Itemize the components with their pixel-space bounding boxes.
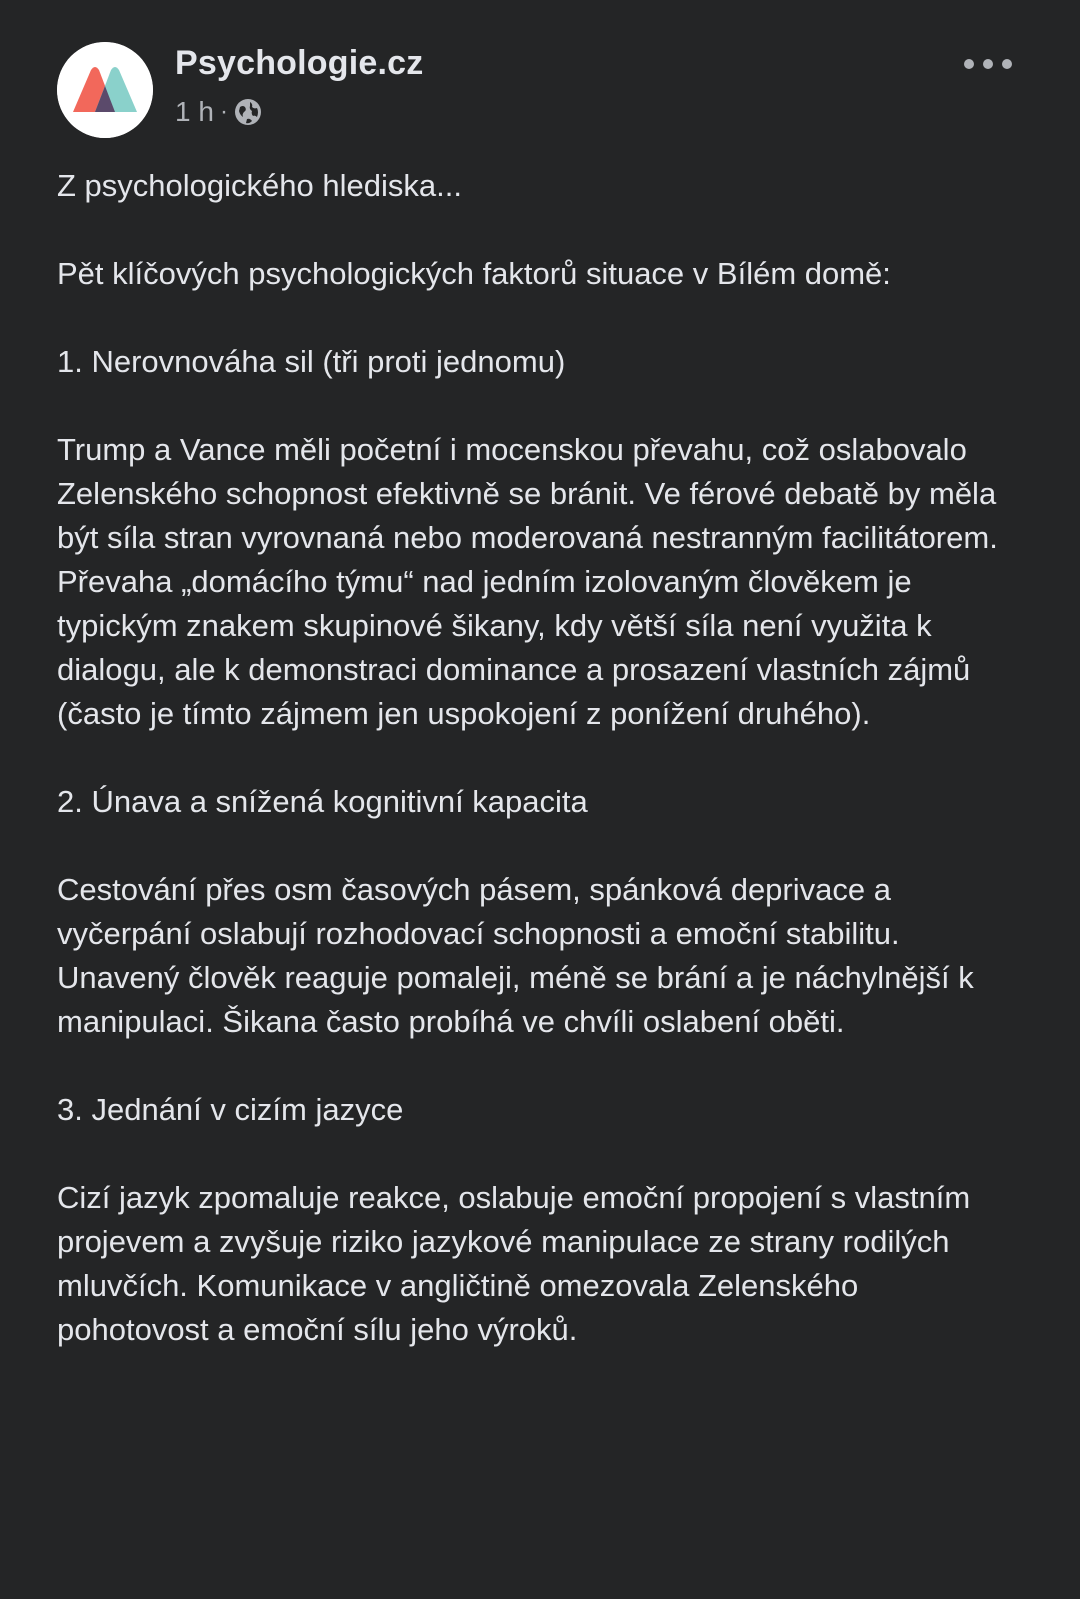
post-paragraph: Trump a Vance měli početní i mocenskou převahu, což oslabovalo Zelenského schopnost efektivně se bránit. Ve férové debatě by měla být síla stran vyrovnaná nebo moderovaná nestranným facilitátorem. Převaha „domácího týmu“ nad jedním izolovaným člověkem je typickým znakem skupinové šikany, kdy větší síla není využita k dialogu, ale k demonstraci dominance a prosazení vlastních zájmů (často je tímto zájmem jen uspokojení z ponížení druhého). [57,432,998,731]
post-paragraph: Cizí jazyk zpomaluje reakce, oslabuje emoční propojení s vlastním projevem a zvyšuje riziko jazykové manipulace ze strany rodilých mluvčích. Komunikace v angličtině omezovala Zelenského pohotovost a emoční sílu jeho výroků. [57,1180,971,1347]
post-paragraph: Z psychologického hlediska... [57,168,462,203]
globe-icon [234,98,262,126]
post-text [57,164,1017,1396]
more-dot [964,59,974,69]
post-paragraph: Cestování přes osm časových pásem, spánková deprivace a vyčerpání oslabují rozhodovací schopnosti a emoční stabilitu. Unavený člověk reaguje pomaleji, méně se brání a je náchylnější k manipulaci. Šikana často probíhá ve chvíli oslabení oběti. [57,872,974,1039]
page-name[interactable]: Psychologie.cz [175,44,424,82]
post-timestamp[interactable]: 1 h [175,96,214,127]
post-meta [175,94,262,130]
more-dot [1002,59,1012,69]
post-paragraph: 1. Nerovnováha sil (tři proti jednomu) [57,344,566,379]
post-paragraph: Pět klíčových psychologických faktorů situace v Bílém domě: [57,256,891,291]
post-paragraph: 3. Jednání v cizím jazyce [57,1092,404,1127]
more-dot [983,59,993,69]
psychologie-logo-icon [57,42,153,138]
post-paragraph: 2. Únava a snížená kognitivní kapacita [57,784,588,819]
more-options-button[interactable] [964,52,1012,76]
page-avatar[interactable] [57,42,153,138]
post-header [57,42,1080,142]
meta-separator: · [219,98,228,125]
